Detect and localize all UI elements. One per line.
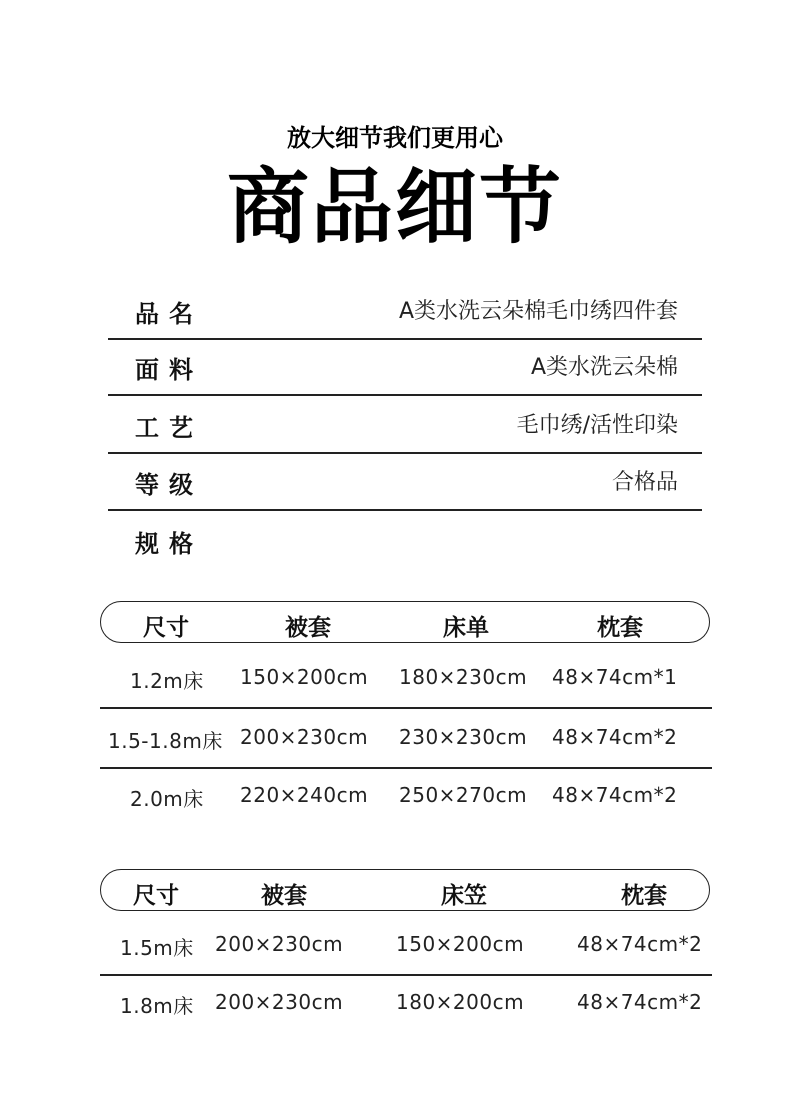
cell-size: 1.2m床 <box>130 669 204 693</box>
table2-header <box>100 869 710 911</box>
divider <box>100 707 712 709</box>
divider <box>108 509 702 511</box>
cell-sheet: 230×230cm <box>399 725 528 749</box>
spec-row-fabric <box>108 338 702 396</box>
table1-header <box>100 601 710 643</box>
table1-header-pillow: 枕套 <box>597 615 643 641</box>
table-row <box>100 918 712 976</box>
cell-pillow-size: 48×74cm* <box>552 725 665 749</box>
spec-label: 工艺 <box>135 414 203 442</box>
cell-pillow <box>552 725 677 749</box>
spec-label: 面料 <box>135 356 203 384</box>
cell-pillow-size: 48×74cm* <box>552 783 665 807</box>
cell-pillow-qty: 2 <box>664 725 678 749</box>
cell-size: 1.5-1.8m床 <box>108 729 223 753</box>
spec-row-craft <box>108 396 702 454</box>
cell-fitted: 180×200cm <box>396 990 525 1014</box>
table-row <box>100 651 712 709</box>
table-row <box>100 976 712 1034</box>
table2-header-fitted: 床笠 <box>441 883 487 909</box>
spec-value: A类水洗云朵棉毛巾绣四件套 <box>398 299 678 324</box>
cell-size: 1.8m床 <box>120 994 194 1018</box>
cell-cover: 200×230cm <box>240 725 369 749</box>
table1-header-sheet: 床单 <box>443 615 489 641</box>
table-row <box>100 711 712 769</box>
cell-cover: 150×200cm <box>240 665 369 689</box>
cell-pillow: 48×74cm*2 <box>577 932 703 956</box>
spec-value: 毛巾绣/活性印染 <box>516 413 678 438</box>
table2-header-cover: 被套 <box>261 883 307 909</box>
spec-value: A类水洗云朵棉 <box>530 355 678 380</box>
spec-row-product-name <box>108 282 702 340</box>
spec-label: 品名 <box>135 300 203 328</box>
spec-label: 等级 <box>135 471 203 499</box>
cell-cover: 220×240cm <box>240 783 369 807</box>
cell-pillow-qty: 1 <box>664 665 678 689</box>
cell-cover: 200×230cm <box>215 990 344 1014</box>
cell-size: 1.5m床 <box>120 936 194 960</box>
cell-pillow <box>552 783 677 807</box>
cell-sheet: 250×270cm <box>399 783 528 807</box>
page-title: 商品细节 <box>226 160 563 255</box>
spec-label: 规格 <box>135 530 203 558</box>
table2-header-pillow: 枕套 <box>621 883 667 909</box>
cell-pillow-qty: 2 <box>664 783 678 807</box>
cell-pillow: 48×74cm*2 <box>577 990 703 1014</box>
cell-fitted: 150×200cm <box>396 932 525 956</box>
table-row <box>100 769 712 827</box>
cell-cover: 200×230cm <box>215 932 344 956</box>
table1-header-size: 尺寸 <box>143 615 189 641</box>
cell-sheet: 180×230cm <box>399 665 528 689</box>
table2-header-size: 尺寸 <box>133 883 179 909</box>
table1-header-cover: 被套 <box>285 615 331 641</box>
page-subtitle: 放大细节我们更用心 <box>287 124 503 152</box>
cell-size: 2.0m床 <box>130 787 204 811</box>
spec-value: 合格品 <box>611 470 678 495</box>
cell-pillow <box>552 665 677 689</box>
spec-row-grade <box>108 453 702 511</box>
cell-pillow-size: 48×74cm* <box>552 665 665 689</box>
spec-row-size <box>108 512 702 570</box>
